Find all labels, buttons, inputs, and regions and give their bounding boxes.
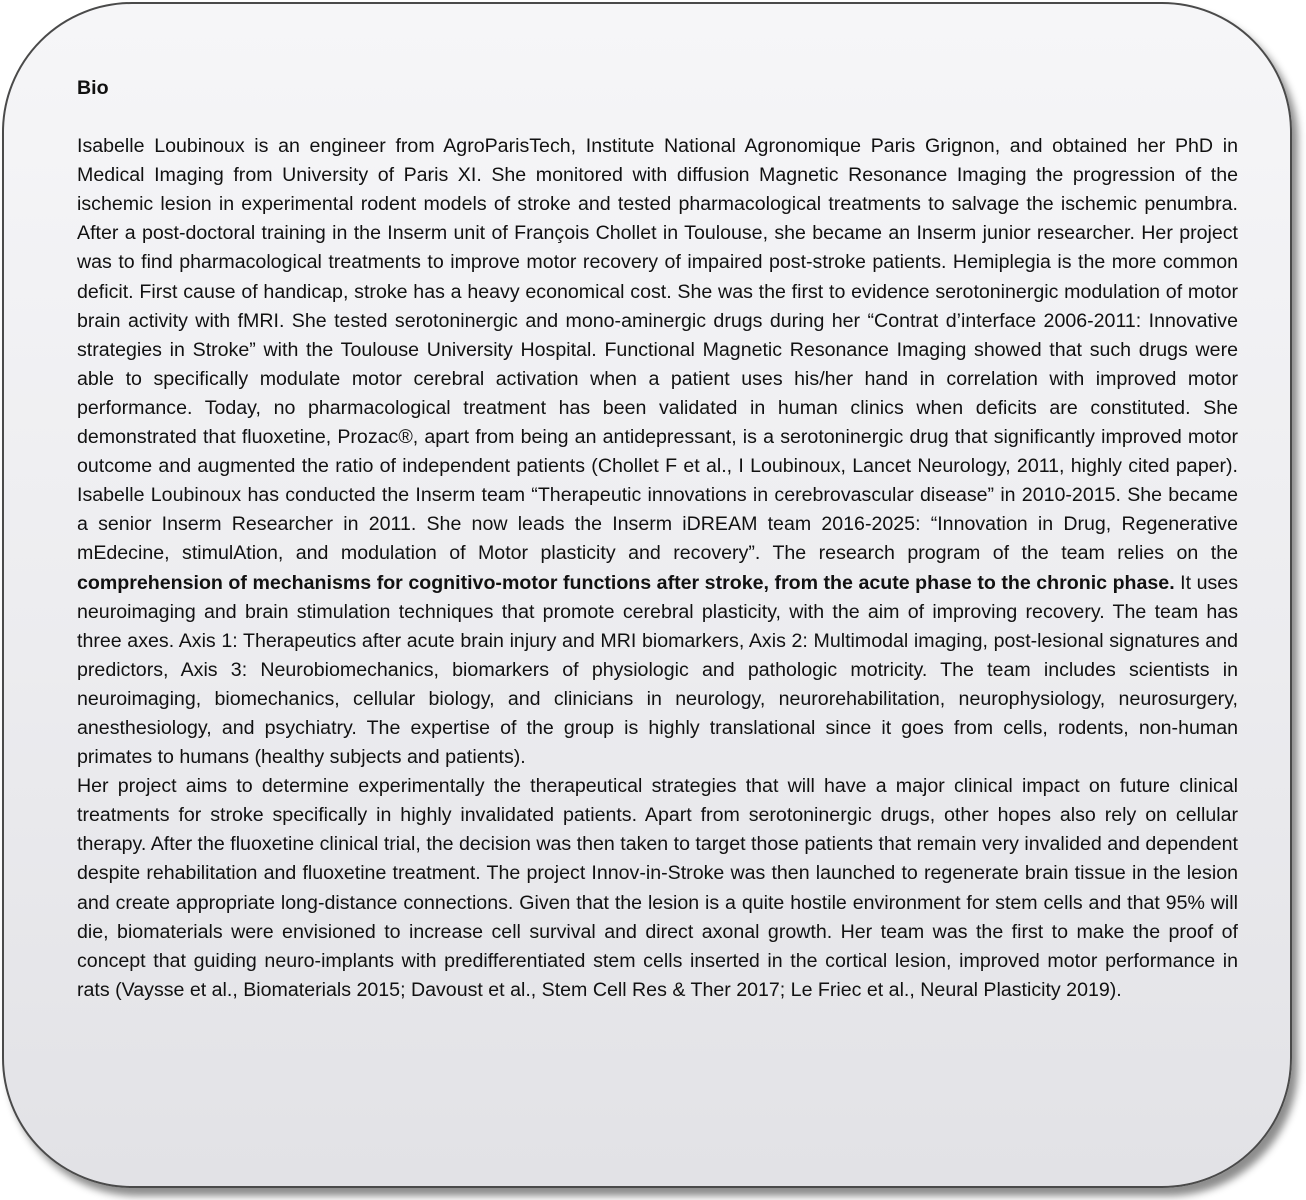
bio-paragraph-1-bold: comprehension of mechanisms for cognitivo-motor functions after stroke, from the acute phase to the chronic phase.	[77, 571, 1175, 594]
bio-paragraph-1-text: Isabelle Loubinoux is an engineer from AgroParisTech, Institute National Agronomique Paris Grignon, and obtained her PhD in Medical Imaging from University of Paris XI. She monitored with diffusion Magnetic Resonance Imaging the progression of the ischemic lesion in experimental rodent models of stroke and tested pharmacological treatments to salvage the ischemic penumbra. After a post-doctoral training in the Inserm unit of François Chollet in Toulouse, she became an Inserm junior researcher. Her project was to find pharmacological treatments to improve motor recovery of impaired post-stroke patients. Hemiplegia is the more common deficit. First cause of handicap, stroke has a heavy economical cost. She was the first to evidence serotoninergic modulation of motor brain activity with fMRI. She tested serotoninergic and mono-aminergic drugs during her “Contrat d’interface 2006-2011: Innovative strategies in Stroke” with the Toulouse University Hospital. Functional Magnetic Resonance Imaging showed that such drugs were able to specifically modulate motor cerebral activation when a patient uses his/her hand in correlation with improved motor performance. Today, no pharmacological treatment has been validated in human clinics when deficits are constituted. She demonstrated that fluoxetine, Prozac®, apart from being an antidepressant, is a serotoninergic drug that significantly improved motor outcome and augmented the ratio of independent patients (Chollet F et al., I Loubinoux, Lancet Neurology, 2011, highly cited paper). Isabelle Loubinoux has conducted the Inserm team “Therapeutic innovations in cerebrovascular disease” in 2010-2015. She became a senior Inserm Researcher in 2011. She now leads the Inserm iDREAM team 2016-2025: “Innovation in Drug, Regenerative mEdecine, stimulAtion, and modulation of Motor plasticity and recovery”. The research program of the team relies on the	[77, 135, 1238, 565]
bio-paragraph-1-text-end: It uses neuroimaging and brain stimulation techniques that promote cerebral plasticity, with the aim of improving recovery. The team has three axes. Axis 1: Therapeutics after acute brain injury and MRI biomarkers, Axis 2: Multimodal imaging, post-lesional signatures and predictors, Axis 3: Neurobiomechanics, biomarkers of physiologic and pathologic motricity. The team includes scientists in neuroimaging, biomechanics, cellular biology, and clinicians in neurology, neurorehabilitation, neurophysiology, neurosurgery, anesthesiology, and psychiatry. The expertise of the group is highly translational since it goes from cells, rodents, non-human primates to humans (healthy subjects and patients).	[77, 571, 1238, 769]
bio-heading: Bio	[77, 77, 109, 99]
bio-paragraph-2: Her project aims to determine experimentally the therapeutical strategies that will have a major clinical impact on future clinical treatments for stroke specifically in highly invalidated patients. Apart from serotoninergic drugs, other hopes also rely on cellular therapy. After the fluoxetine clinical trial, the decision was then taken to target those patients that remain very invalided and dependent despite rehabilitation and fluoxetine treatment. The project Innov-in-Stroke was then launched to regenerate brain tissue in the lesion and create appropriate long-distance connections. Given that the lesion is a quite hostile environment for stem cells and that 95% will die, biomaterials were envisioned to increase cell survival and direct axonal growth. Her team was the first to make the proof of concept that guiding neuro-implants with predifferentiated stem cells inserted in the cortical lesion, improved motor performance in rats (Vaysse et al., Biomaterials 2015; Davoust et al., Stem Cell Res & Ther 2017; Le Friec et al., Neural Plasticity 2019).	[77, 775, 1238, 1001]
bio-paragraph-1	[77, 132, 1238, 772]
bio-content	[77, 72, 1238, 1005]
